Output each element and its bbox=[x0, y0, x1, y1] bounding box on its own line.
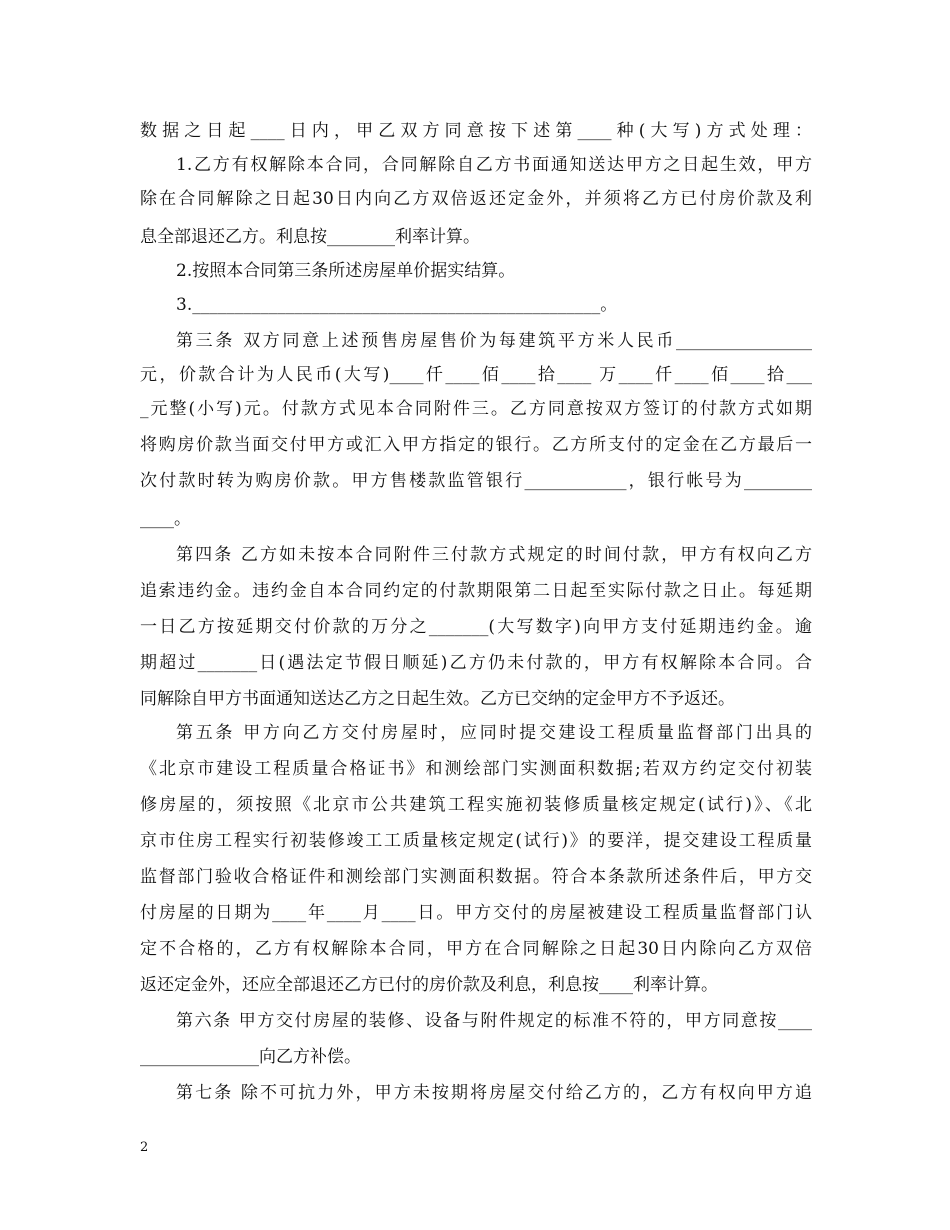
text-line: 付房屋的日期为____年____月____日。甲方交付的房屋被建设工程质量监督部门认 bbox=[140, 903, 812, 923]
text-line: ______________向乙方补偿。 bbox=[140, 1047, 361, 1067]
text-line: 2.按照本合同第三条所述房屋单价据实结算。 bbox=[176, 261, 516, 281]
text-line: 一日乙方按延期交付价款的万分之_______(大写数字)向甲方支付延期违约金。逾 bbox=[140, 617, 812, 637]
text-line: 同解除自甲方书面通知送达乙方之日起生效。乙方已交纳的定金甲方不予返还。 bbox=[140, 689, 735, 709]
text-line: 除在合同解除之日起30日内向乙方双倍返还定金外，并须将乙方已付房价款及利 bbox=[140, 189, 812, 209]
text-line: 1.乙方有权解除本合同，合同解除自乙方书面通知送达甲方之日起生效，甲方 bbox=[176, 155, 812, 175]
text-line: 次付款时转为购房价款。甲方售楼款监管银行____________，银行帐号为________ bbox=[140, 471, 812, 491]
text-line: 将购房价款当面交付甲方或汇入甲方指定的银行。乙方所支付的定金在乙方最后一 bbox=[140, 435, 812, 455]
text-line: 期超过_______日(遇法定节假日顺延)乙方仍未付款的，甲方有权解除本合同。合 bbox=[140, 653, 812, 673]
text-line: 数据之日起____日内，甲乙双方同意按下述第____种(大写)方式处理： bbox=[140, 121, 812, 141]
text-line: 定不合格的，乙方有权解除本合同，甲方在合同解除之日起30日内除向乙方双倍 bbox=[140, 939, 812, 959]
text-line: 修房屋的，须按照《北京市公共建筑工程实施初装修质量核定规定(试行)》、《北 bbox=[140, 795, 812, 815]
text-line: 3.________________________________________________。 bbox=[176, 295, 618, 315]
text-line: _元整(小写)元。付款方式见本合同附件三。乙方同意按双方签订的付款方式如期 bbox=[140, 399, 812, 419]
text-line: 第六条 甲方交付房屋的装修、设备与附件规定的标准不符的，甲方同意按____ bbox=[176, 1011, 812, 1031]
text-line: 返还定金外，还应全部退还乙方已付的房价款及利息，利息按____利率计算。 bbox=[140, 975, 718, 995]
text-line: 追索违约金。违约金自本合同约定的付款期限第二日起至实际付款之日止。每延期 bbox=[140, 581, 812, 601]
text-line: ____。 bbox=[140, 509, 191, 529]
text-line: 第五条 甲方向乙方交付房屋时，应同时提交建设工程质量监督部门出具的 bbox=[176, 723, 812, 743]
page-number: 2 bbox=[140, 1140, 149, 1155]
text-line: 监督部门验收合格证件和测绘部门实测面积数据。符合本条款所述条件后，甲方交 bbox=[140, 867, 812, 887]
text-line: 元，价款合计为人民币(大写)____仟____佰____拾____ 万____仟____佰____拾___ bbox=[140, 365, 812, 385]
text-line: 第四条 乙方如未按本合同附件三付款方式规定的时间付款，甲方有权向乙方 bbox=[176, 545, 812, 565]
text-line: 京市住房工程实行初装修竣工工质量核定规定(试行)》的要洋，提交建设工程质量 bbox=[140, 831, 812, 851]
text-line: 《北京市建设工程质量合格证书》和测绘部门实测面积数据;若双方约定交付初装 bbox=[140, 759, 812, 779]
text-line: 第三条 双方同意上述预售房屋售价为每建筑平方米人民币________________ bbox=[176, 331, 812, 351]
text-line: 息全部退还乙方。利息按________利率计算。 bbox=[140, 227, 480, 247]
text-line: 第七条 除不可抗力外，甲方未按期将房屋交付给乙方的，乙方有权向甲方追 bbox=[176, 1083, 812, 1103]
